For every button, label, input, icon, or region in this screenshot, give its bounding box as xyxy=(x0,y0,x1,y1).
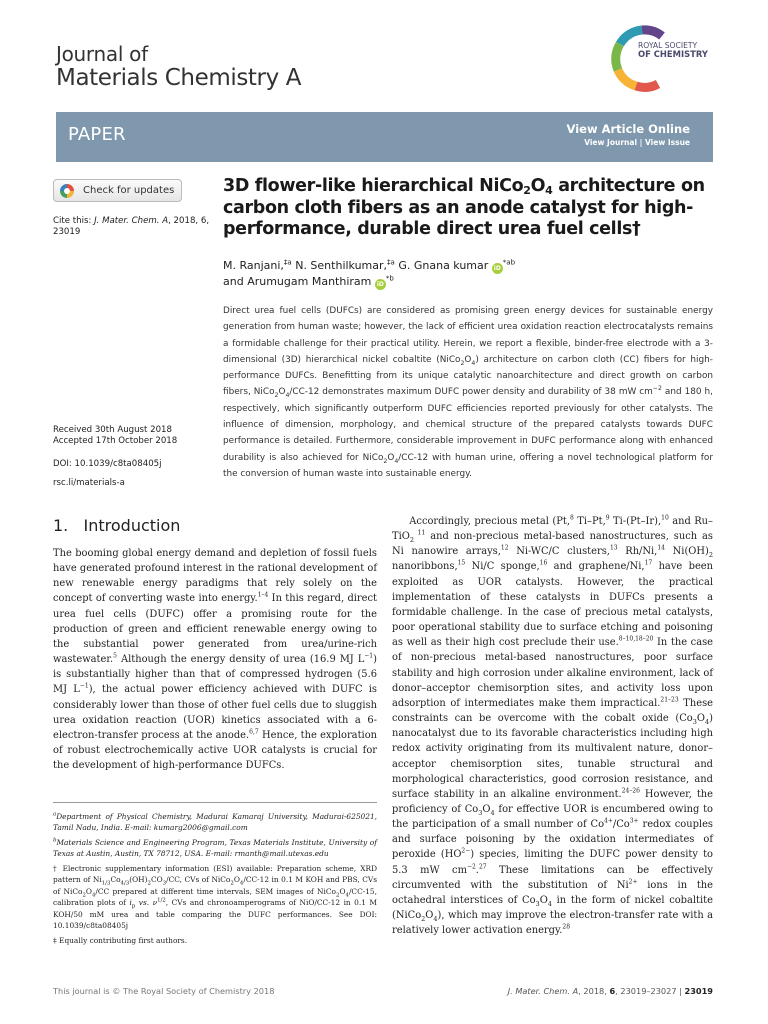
superscript: 1/2 xyxy=(157,897,166,904)
footer-page-number: 23019 xyxy=(684,986,713,996)
doi[interactable]: DOI: 10.1039/c8ta08405j xyxy=(53,459,162,469)
footnote-text: (OH) xyxy=(129,875,148,885)
body-column-right xyxy=(392,514,713,938)
abstract-text: ) architecture on carbon cloth (CC) fibers for high-performance DUFCs. Benefitting from its unique catalytic nanoarchitecture and direct growth on carbon fibers, NiCo xyxy=(223,354,713,398)
article-title xyxy=(223,176,723,241)
footer-journal: J. Mater. Chem. A xyxy=(507,986,579,996)
superscript: −2 xyxy=(652,385,662,393)
body-text: nanoribbons, xyxy=(392,561,458,573)
reference-link[interactable]: 16 xyxy=(539,560,548,568)
superscript: 3+ xyxy=(629,817,639,825)
body-text: These limitations can be effectively circumvented with the substitution of Ni xyxy=(392,864,713,891)
subscript: 4 xyxy=(285,392,290,400)
subscript: 2 xyxy=(147,880,151,887)
section-title: Introduction xyxy=(83,516,181,535)
superscript: −2 xyxy=(466,863,476,871)
subscript: 3 xyxy=(478,808,483,817)
cite-details: , 2018, 6, 23019 xyxy=(53,216,210,238)
body-column-left xyxy=(53,546,377,773)
body-text: Accordingly, precious metal (Pt, xyxy=(409,516,571,527)
subscript: 2 xyxy=(409,536,414,545)
title-part: 3D flower-like hierarchical NiCo xyxy=(223,176,524,196)
article-dates xyxy=(53,425,177,447)
orcid-icon[interactable]: iD xyxy=(493,265,501,272)
abstract-text: /CC-12 with human urine, offering a novel technological platform for the conversion of human waste into sustainable energy. xyxy=(223,452,713,479)
footnote-text: O xyxy=(85,886,92,896)
body-text: for effective UOR is encumbered owing to the participation of a small number of Co xyxy=(392,803,713,831)
body-text: in the form of nickel cobaltite (NiCo xyxy=(392,894,713,922)
footnote-mark: b xyxy=(53,837,57,844)
subscript: 2 xyxy=(421,915,426,924)
subscript: 3 xyxy=(535,899,540,908)
footnote-text: O xyxy=(339,886,346,896)
superscript: 4+ xyxy=(604,817,613,825)
subscript: 2 xyxy=(274,392,279,400)
view-journal-link[interactable]: View Journal xyxy=(584,138,638,147)
reference-link[interactable]: 8–10,18–20 xyxy=(618,635,654,643)
footnote-mark: a xyxy=(53,811,57,818)
body-text: and non-precious metal-based nanostructures, such as Ni nanowire arrays, xyxy=(392,531,713,558)
author-name[interactable]: G. Gnana kumar xyxy=(394,259,489,272)
superscript: 2+ xyxy=(628,878,638,886)
rsc-wordmark xyxy=(638,42,708,59)
body-text: Rh/Ni, xyxy=(617,546,658,558)
body-text: redox couples and surface poisoning by the oxidation intermediates of peroxide (HO xyxy=(392,819,713,861)
subscript: 4 xyxy=(705,718,710,726)
author-line-1 xyxy=(223,258,723,274)
subscript: 4 xyxy=(91,892,96,899)
article-type-label: PAPER xyxy=(68,124,126,145)
footnote-math: i xyxy=(129,898,132,908)
journal-title xyxy=(56,44,301,90)
accepted-date: Accepted 17th October 2018 xyxy=(53,436,178,447)
body-text: and Ru–TiO xyxy=(392,516,713,543)
journal-title-line2: Materials Chemistry A xyxy=(56,65,302,91)
footnote-equal-contribution: ‡ Equally contributing first authors. xyxy=(53,935,188,945)
body-text: O xyxy=(539,894,548,906)
abstract-text: O xyxy=(464,354,472,365)
view-links xyxy=(584,138,690,147)
body-text: Ti–Pt, xyxy=(573,516,606,527)
footnote-text: † Electronic supplementary information (ESI) available: Preparation scheme, XRD pattern of Ni xyxy=(53,863,377,885)
reference-link[interactable]: 27 xyxy=(478,863,487,871)
body-text: In this regard, direct urea fuel cells (DUFC) offer a promising route for the production of green and efficient renewable energy owing to the substantial power generated from urea/urine-rich wastewater. xyxy=(53,593,377,666)
body-text: ), the actual power efficiency achieved with DUFC is considerably lower than those of other fuel cells due to sluggish urea oxidation reaction (UOR) kinetics associated with a 6-electron-transfer process at the anode. xyxy=(53,684,377,741)
reference-link[interactable]: 21–23 xyxy=(660,696,679,704)
subscript: 4 xyxy=(345,892,349,899)
title-part: architecture on carbon cloth fibers as an anode catalyst for high-performance, durable direct urea fuel cells† xyxy=(223,176,705,240)
citation xyxy=(53,216,213,238)
footnote-text: /CC prepared at different time intervals, SEM images of NiCo xyxy=(95,886,336,896)
footer-volume: 6 xyxy=(609,986,616,996)
reference-link[interactable]: 14 xyxy=(657,545,665,553)
author-affiliation-mark: *ab xyxy=(502,258,516,267)
subscript: 1/3 xyxy=(101,880,111,887)
view-article-online-link[interactable]: View Article Online xyxy=(566,122,690,136)
subscript: 2 xyxy=(460,359,465,367)
footnote-esi xyxy=(53,863,377,932)
footnote-math: ν xyxy=(152,898,158,908)
section-number: 1. xyxy=(53,516,69,535)
footnote-text: /CC-15, calibration plots of xyxy=(53,886,377,908)
superscript: −1 xyxy=(79,683,89,691)
footnote-affiliation-a xyxy=(53,811,377,834)
body-text: The booming global energy demand and depletion of fossil fuels have generated profound interest in the rational development of new renewable energy paradigms that rely solely on the concept of converting waste into energy. xyxy=(53,548,377,605)
abstract xyxy=(223,303,713,482)
subscript: p xyxy=(131,903,136,910)
body-text: . xyxy=(475,864,479,876)
abstract-text: O xyxy=(387,452,395,463)
subscript: 2 xyxy=(230,880,234,887)
author-list xyxy=(223,258,723,290)
body-text: ) species, limiting the DUFC power density to 5.3 mW cm xyxy=(392,849,713,876)
superscript: −1 xyxy=(364,652,374,660)
orcid-icon[interactable]: iD xyxy=(376,281,384,288)
footnote-text: CO xyxy=(150,875,163,885)
received-date: Received 30th August 2018 xyxy=(53,425,172,435)
subscript: 3 xyxy=(162,880,167,887)
body-text: O xyxy=(425,910,434,922)
abstract-text: Direct urea fuel cells (DUFCs) are considered as promising green energy devices for sustainable energy generation from human waste; however, the lack of efficient urea oxidation reaction electrocatalysts remains a formidable challenge for their practical utility. Herein, we report a flexible, binder-free electrode with a 3-dimensional (3D) hierarchical nickel cobaltite (NiCo xyxy=(223,306,713,365)
view-links-separator: | xyxy=(637,138,645,147)
reference-link[interactable]: 8 xyxy=(570,514,574,522)
body-text: However, the proficiency of Co xyxy=(392,788,714,815)
subscript: 2 xyxy=(82,892,86,899)
author-affiliation-mark: *b xyxy=(385,274,394,283)
reference-link[interactable]: 6,7 xyxy=(249,728,259,736)
subscript: 4 xyxy=(394,457,399,465)
reference-link[interactable]: 11 xyxy=(413,529,426,537)
abstract-text: O xyxy=(278,387,286,398)
subscript: 2 xyxy=(336,892,340,899)
body-text: have been exploited as UOR catalysts. However, the practical implementation of these catalysts in DUFCs presents a formidable challenge. In the case of precious metal catalysts, poor operational stability due to surface etching and poisoning as well as their high cost preclude their use. xyxy=(392,561,713,649)
author-affiliation-mark: ‡a xyxy=(387,258,395,267)
reference-link[interactable]: 12 xyxy=(500,545,509,553)
footnote-divider xyxy=(53,802,377,803)
subscript: 4 xyxy=(471,359,476,367)
rsc-wordmark-line2: OF CHEMISTRY xyxy=(638,48,708,59)
footnote-text: Co xyxy=(110,875,121,885)
body-text: Ti-(Pt–Ir), xyxy=(609,516,662,527)
author-name[interactable]: N. Senthilkumar, xyxy=(291,259,388,272)
body-text: O xyxy=(696,713,705,725)
body-text: In the case of non-precious metal-based nanostructures, poor surface stability and high corrosion under alkaline environment, lack of donor–acceptor chemisorption sites, and activity loss upon adsorption of intermediates make them impractical. xyxy=(392,637,713,709)
reference-link[interactable]: 28 xyxy=(562,923,571,931)
footnote-text: vs. xyxy=(135,898,153,908)
subscript: 2 xyxy=(708,551,713,560)
rsc-logo xyxy=(606,22,716,94)
subscript: 4 xyxy=(547,899,552,908)
crossmark-icon xyxy=(60,184,74,198)
author-line-2 xyxy=(223,274,723,290)
body-text: Although the energy density of urea (16.9 MJ L xyxy=(116,654,365,666)
title-subscript: 4 xyxy=(545,184,553,197)
author-affiliation-mark: ‡a xyxy=(283,258,292,267)
subscript: 3 xyxy=(692,718,697,726)
author-name[interactable]: and Arumugam Manthiram xyxy=(223,275,372,288)
body-text: ) nanocatalyst due to its favorable characteristics including high redox activity originating from its multivalent nature, donor–acceptor chemisorption sites, tunable structural and morphological characteristics, good corrosion resistance, and surface stability in an alkaline environment. xyxy=(392,713,713,800)
footnote-text: Department of Physical Chemistry, Madurai Kamaraj University, Madurai-625021, Tamil Nadu, India. E-mail: kumarg2006@gmail.com xyxy=(53,812,377,833)
reference-link[interactable]: 1–4 xyxy=(257,592,269,600)
journal-title-line1: Journal of xyxy=(56,42,148,66)
cite-journal: J. Mater. Chem. A xyxy=(94,216,169,226)
body-text: /Co xyxy=(612,819,630,831)
check-for-updates-label: Check for updates xyxy=(83,185,175,196)
title-part: O xyxy=(530,176,546,196)
footnote-text: Materials Science and Engineering Program, Texas Materials Institute, University of Texas at Austin, Austin, TX 78712, USA. E-mail: rmanth@mail.utexas.edu xyxy=(53,837,377,859)
body-text: Ni/C sponge, xyxy=(465,561,540,573)
title-subscript: 2 xyxy=(523,184,531,197)
reference-link[interactable]: 5 xyxy=(113,652,117,660)
page-footer-citation xyxy=(508,986,713,996)
subscript: 4 xyxy=(490,808,495,817)
section-heading xyxy=(53,516,180,535)
footnote-text: /CC-12 in 0.1 M KOH and PBS, CVs of NiCo xyxy=(53,875,377,896)
body-text: ) is substantially higher than that of compressed hydrogen (5.6 MJ L xyxy=(53,654,377,696)
reference-link[interactable]: 24–26 xyxy=(621,787,640,795)
superscript: 2− xyxy=(461,848,471,856)
reference-link[interactable]: 9 xyxy=(605,514,610,522)
body-text: Hence, the exploration of robust electrochemically active UOR catalysts is crucial for the development of high-performance DUFCs. xyxy=(53,729,378,772)
subscript: 4/3 xyxy=(120,880,130,887)
footer-separator: | xyxy=(676,986,685,996)
reference-link[interactable]: 13 xyxy=(609,545,618,553)
paper-banner xyxy=(56,112,713,162)
subscript: 4 xyxy=(433,915,438,924)
view-issue-link[interactable]: View Issue xyxy=(644,138,690,147)
footnote-text: /CC, CVs of NiCo xyxy=(166,875,231,885)
body-text: O xyxy=(482,803,491,815)
rsc-short-link[interactable]: rsc.li/materials-a xyxy=(53,478,125,488)
footnote-text: , CVs and chronoamperograms of NiO/CC-12 in 0.1 M KOH/50 mM urea and table comparing the DUFC performances. See DOI: 10.1039/c8ta08405j xyxy=(53,898,377,931)
reference-link[interactable]: 10 xyxy=(661,514,669,522)
subscript: 4 xyxy=(239,880,244,887)
subscript: 2 xyxy=(383,457,388,465)
footnote-text: O xyxy=(233,875,240,885)
footnotes xyxy=(53,811,377,949)
body-text: ions in the octahedral interstices of Co xyxy=(392,879,713,906)
footer-pages: , 23019–23027 xyxy=(615,986,677,996)
body-text: Ni-WC/C clusters, xyxy=(508,546,610,558)
footnote-affiliation-b xyxy=(53,837,377,860)
reference-link[interactable]: 17 xyxy=(644,560,653,568)
body-text: Ni(OH) xyxy=(664,546,709,558)
copyright-footer: This journal is © The Royal Society of Chemistry 2018 xyxy=(53,986,275,996)
check-for-updates-button[interactable] xyxy=(53,179,182,202)
body-text: These constraints can be overcome with the cobalt oxide (Co xyxy=(392,697,714,725)
body-text: ), which may improve the electron-transfer rate with a relatively lower activation energy. xyxy=(392,910,713,937)
author-name[interactable]: M. Ranjani, xyxy=(223,259,284,272)
body-text: and graphene/Ni, xyxy=(547,561,645,573)
abstract-text: and 180 h, respectively, which significantly outperform DUFC efficiencies reported previously for other catalysts. The influence of dimension, morphology, and chemical structure of the prepared catalysts towards DUFC performance is detailed. Furthermore, considerable improvement in DUFC performance along with enhanced durability is also achieved for NiCo xyxy=(223,387,713,463)
rsc-wordmark-line1: ROYAL SOCIETY xyxy=(638,41,698,50)
footer-year: , 2018, xyxy=(578,986,610,996)
abstract-text: /CC-12 demonstrates maximum DUFC power density and durability of 38 mW cm xyxy=(289,387,653,398)
reference-link[interactable]: 15 xyxy=(457,560,466,568)
cite-prefix: Cite this: xyxy=(53,216,95,226)
